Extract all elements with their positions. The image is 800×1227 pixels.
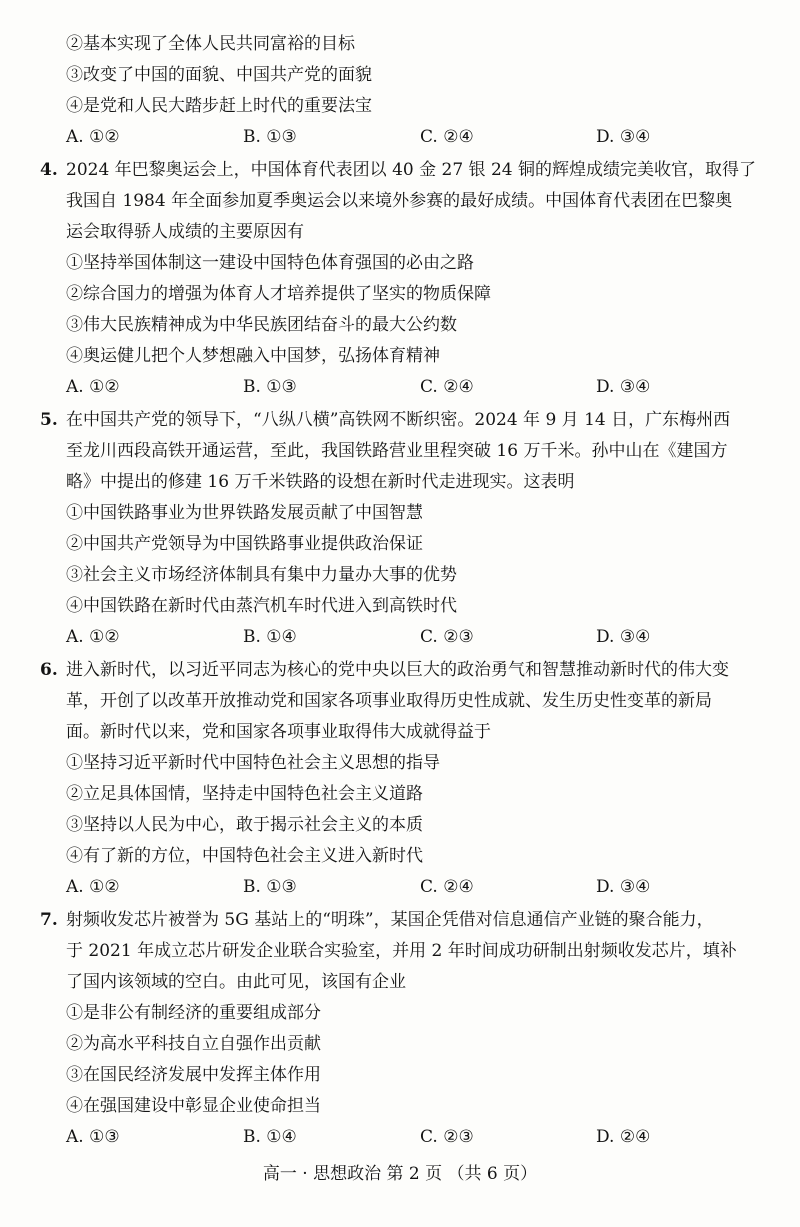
q4-option-a: A. ①② (66, 377, 120, 397)
q7-item-4: ④在强国建设中彰显企业使命担当 (66, 1096, 321, 1116)
q5-item-1: ①中国铁路事业为世界铁路发展贡献了中国智慧 (66, 503, 423, 523)
prev-item-3: ③改变了中国的面貌、中国共产党的面貌 (66, 65, 372, 85)
page-footer: 高一 · 思想政治 第 2 页 （共 6 页） (262, 1164, 538, 1184)
q4-item-1: ①坚持举国体制这一建设中国特色体育强国的必由之路 (66, 253, 474, 273)
q5-options (0, 623, 800, 651)
q4-stem-line-2: 我国自 1984 年全面参加夏季奥运会以来境外参赛的最好成绩。中国体育代表团在巴黎奥 (66, 191, 733, 211)
q6-option-d: D. ③④ (596, 877, 651, 897)
q7-item-2: ②为高水平科技自立自强作出贡献 (66, 1034, 321, 1054)
q4-option-b: B. ①③ (243, 377, 297, 397)
q6-option-b: B. ①③ (243, 877, 297, 897)
q5-item-2: ②中国共产党领导为中国铁路事业提供政治保证 (66, 534, 423, 554)
q6-option-a: A. ①② (66, 877, 120, 897)
q7-stem-line-1 (0, 906, 800, 934)
prev-item-4: ④是党和人民大踏步赶上时代的重要法宝 (66, 96, 372, 116)
q5-stem-line-3: 略》中提出的修建 16 万千米铁路的设想在新时代走进现实。这表明 (66, 472, 575, 492)
q4-stem-line-1 (0, 156, 800, 184)
prev-options (0, 123, 800, 151)
q5-option-b: B. ①④ (243, 627, 297, 647)
q5-stem-line-2: 至龙川西段高铁开通运营，至此，我国铁路营业里程突破 16 万千米。孙中山在《建国方 (66, 441, 728, 461)
q4-options (0, 373, 800, 401)
prev-option-a: A. ①② (66, 127, 120, 147)
q4-option-c: C. ②④ (420, 377, 474, 397)
q6-item-1: ①坚持习近平新时代中国特色社会主义思想的指导 (66, 753, 440, 773)
q7-stem-1: 射频收发芯片被誉为 5G 基站上的“明珠”，某国企凭借对信息通信产业链的聚合能力， (66, 910, 714, 930)
q7-option-d: D. ②④ (596, 1127, 651, 1147)
q7-options (0, 1123, 800, 1151)
q6-item-4: ④有了新的方位，中国特色社会主义进入新时代 (66, 846, 423, 866)
q5-option-d: D. ③④ (596, 627, 651, 647)
q6-item-3: ③坚持以人民为中心，敢于揭示社会主义的本质 (66, 815, 423, 835)
q6-stem-line-3: 面。新时代以来，党和国家各项事业取得伟大成就得益于 (66, 722, 491, 742)
q6-number: 6. (40, 660, 58, 680)
q5-stem-1: 在中国共产党的领导下，“八纵八横”高铁网不断织密。2024 年 9 月 14 日，广东梅州西 (66, 410, 731, 430)
q6-stem-line-1 (0, 656, 800, 684)
q4-stem-1: 2024 年巴黎奥运会上，中国体育代表团以 40 金 27 银 24 铜的辉煌成绩完美收官，取得了 (66, 160, 756, 180)
q4-item-3: ③伟大民族精神成为中华民族团结奋斗的最大公约数 (66, 315, 457, 335)
q7-option-b: B. ①④ (243, 1127, 297, 1147)
prev-option-b: B. ①③ (243, 127, 297, 147)
q4-number: 4. (40, 160, 58, 180)
q4-item-2: ②综合国力的增强为体育人才培养提供了坚实的物质保障 (66, 284, 491, 304)
q5-item-4: ④中国铁路在新时代由蒸汽机车时代进入到高铁时代 (66, 596, 457, 616)
q6-option-c: C. ②④ (420, 877, 474, 897)
prev-option-d: D. ③④ (596, 127, 651, 147)
q5-option-a: A. ①② (66, 627, 120, 647)
q6-stem-1: 进入新时代，以习近平同志为核心的党中央以巨大的政治勇气和智慧推动新时代的伟大变 (66, 660, 729, 680)
q7-option-a: A. ①③ (66, 1127, 120, 1147)
q4-stem-line-3: 运会取得骄人成绩的主要原因有 (66, 222, 304, 242)
q4-option-d: D. ③④ (596, 377, 651, 397)
prev-item-2: ②基本实现了全体人民共同富裕的目标 (66, 34, 355, 54)
q4-item-4: ④奥运健儿把个人梦想融入中国梦，弘扬体育精神 (66, 346, 440, 366)
q5-option-c: C. ②③ (420, 627, 474, 647)
q7-option-c: C. ②③ (420, 1127, 474, 1147)
prev-option-c: C. ②④ (420, 127, 474, 147)
q5-item-3: ③社会主义市场经济体制具有集中力量办大事的优势 (66, 565, 457, 585)
q5-stem-line-1 (0, 406, 800, 434)
q7-item-3: ③在国民经济发展中发挥主体作用 (66, 1065, 321, 1085)
q7-number: 7. (40, 910, 58, 930)
q7-item-1: ①是非公有制经济的重要组成部分 (66, 1003, 321, 1023)
q5-number: 5. (40, 410, 58, 430)
q7-stem-line-2: 于 2021 年成立芯片研发企业联合实验室，并用 2 年时间成功研制出射频收发芯片，填补 (66, 941, 737, 961)
q6-options (0, 873, 800, 901)
q6-item-2: ②立足具体国情，坚持走中国特色社会主义道路 (66, 784, 423, 804)
q7-stem-line-3: 了国内该领域的空白。由此可见，该国有企业 (66, 972, 406, 992)
q6-stem-line-2: 革，开创了以改革开放推动党和国家各项事业取得历史性成就、发生历史性变革的新局 (66, 691, 712, 711)
